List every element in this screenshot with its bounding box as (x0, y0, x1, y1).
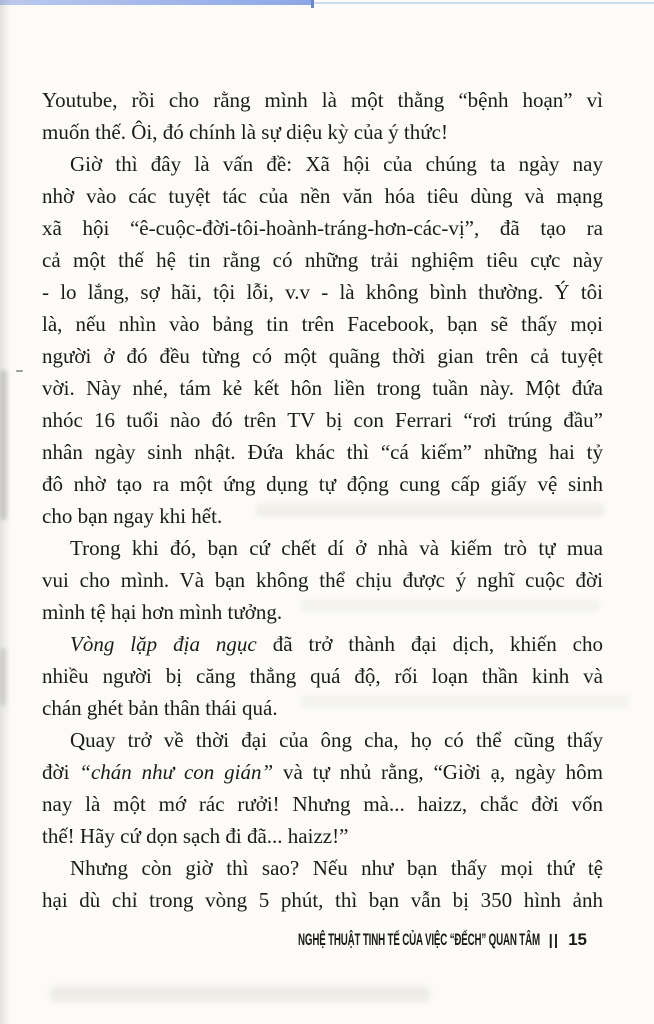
text-line (42, 500, 603, 532)
text-segment: Quay trở về thời đại của ông cha, họ có thể cũng thấy (70, 728, 603, 752)
page-number: 15 (568, 930, 587, 949)
text-segment: và tự nhủ rằng, “Giời ạ, ngày hôm (273, 760, 603, 784)
text-segment: xã hội “ê-cuộc-đời-tôi-hoành-tráng-hơn-các-vị”, đã tạo ra (42, 216, 603, 240)
italic-text-segment: “chán như con gián” (79, 760, 274, 784)
text-line (42, 180, 603, 212)
text-line (42, 308, 603, 340)
text-line (42, 788, 603, 820)
text-segment: cho bạn ngay khi hết. (42, 504, 223, 528)
text-line (42, 116, 603, 148)
scan-top-bar (0, 0, 313, 5)
text-segment: Nhưng còn giờ thì sao? Nếu như bạn thấy mọi thứ tệ (70, 856, 603, 880)
text-line (42, 372, 603, 404)
text-segment: đã trở thành đại dịch, khiến cho (256, 632, 603, 656)
text-segment: nhờ vào các tuyệt tác của nền văn hóa tiêu dùng và mạng (42, 184, 603, 208)
page-footer (298, 929, 587, 951)
text-line (42, 628, 603, 660)
scan-artifact (0, 370, 7, 520)
text-line (42, 852, 603, 884)
italic-text-segment: Vòng lặp địa ngục (70, 632, 257, 656)
text-line (42, 724, 603, 756)
text-segment: là, nếu nhìn vào bảng tin trên Facebook, bạn sẽ thấy mọi (42, 312, 603, 336)
running-title-box (298, 929, 540, 951)
scan-artifact (16, 370, 23, 372)
text-segment: nhân ngày sinh nhật. Đứa khác thì “cá kiếm” những hai tỷ (42, 440, 603, 464)
text-segment: Trong khi đó, bạn cứ chết dí ở nhà và kiếm trò tự mua (70, 536, 603, 560)
scan-artifact (50, 986, 430, 1002)
text-segment: nay là một mớ rác rưởi! Nhưng mà... haizz, chắc đời vốn (42, 792, 603, 816)
scan-artifact (0, 648, 6, 706)
text-line (42, 340, 603, 372)
text-segment: đời (42, 760, 80, 784)
text-line (42, 884, 603, 916)
text-segment: đô nhờ tạo ra một ứng dụng tự động cung cấp giấy vệ sinh (42, 472, 603, 496)
text-line (42, 564, 603, 596)
text-line (42, 404, 603, 436)
text-segment: nhóc 16 tuổi nào đó trên TV bị con Ferrari “rơi trúng đầu” (42, 408, 603, 432)
text-line (42, 148, 603, 180)
text-segment: nhiều người bị căng thẳng quá độ, rối loạn thần kinh và (42, 664, 603, 688)
text-segment: muốn thế. Ôi, đó chính là sự diệu kỳ của ý thức! (42, 120, 448, 144)
text-line (42, 820, 603, 852)
text-segment: - lo lắng, sợ hãi, tội lỗi, v.v - là không bình thường. Ý tôi (42, 280, 603, 304)
footer-separator: || (548, 931, 560, 949)
text-line (42, 212, 603, 244)
text-line (42, 692, 603, 724)
running-title: NGHỆ THUẬT TINH TẾ CỦA VIỆC “ĐẾCH” QUAN TÂM (297, 930, 540, 949)
scan-top-bar-tick (311, 0, 314, 8)
text-segment: mình tệ hại hơn mình tưởng. (42, 600, 283, 624)
text-line (42, 468, 603, 500)
text-segment: Youtube, rồi cho rằng mình là một thằng “bệnh hoạn” vì (42, 88, 603, 112)
text-line (42, 660, 603, 692)
text-line (42, 756, 603, 788)
text-line (42, 596, 603, 628)
text-segment: người ở đó đều từng có một quãng thời gian trên cả tuyệt (42, 344, 603, 368)
text-segment: vời. Này nhé, tám kẻ kết hôn liền trong tuần này. Một đứa (42, 376, 603, 400)
text-segment: vui cho mình. Và bạn không thể chịu được ý nghĩ cuộc đời (42, 568, 603, 592)
text-segment: chán ghét bản thân thái quá. (42, 696, 278, 720)
text-block (42, 84, 603, 916)
text-line (42, 84, 603, 116)
text-segment: hại dù chỉ trong vòng 5 phút, thì bạn vẫn bị 350 hình ảnh (42, 888, 603, 912)
text-segment: Giờ thì đây là vấn đề: Xã hội của chúng ta ngày nay (70, 152, 603, 176)
text-line (42, 532, 603, 564)
text-line (42, 436, 603, 468)
text-segment: thế! Hãy cứ dọn sạch đi đã... haizz!” (42, 824, 349, 848)
text-line (42, 276, 603, 308)
text-segment: cả một thế hệ tin rằng có những trải nghiệm tiêu cực này (42, 248, 603, 272)
text-line (42, 244, 603, 276)
